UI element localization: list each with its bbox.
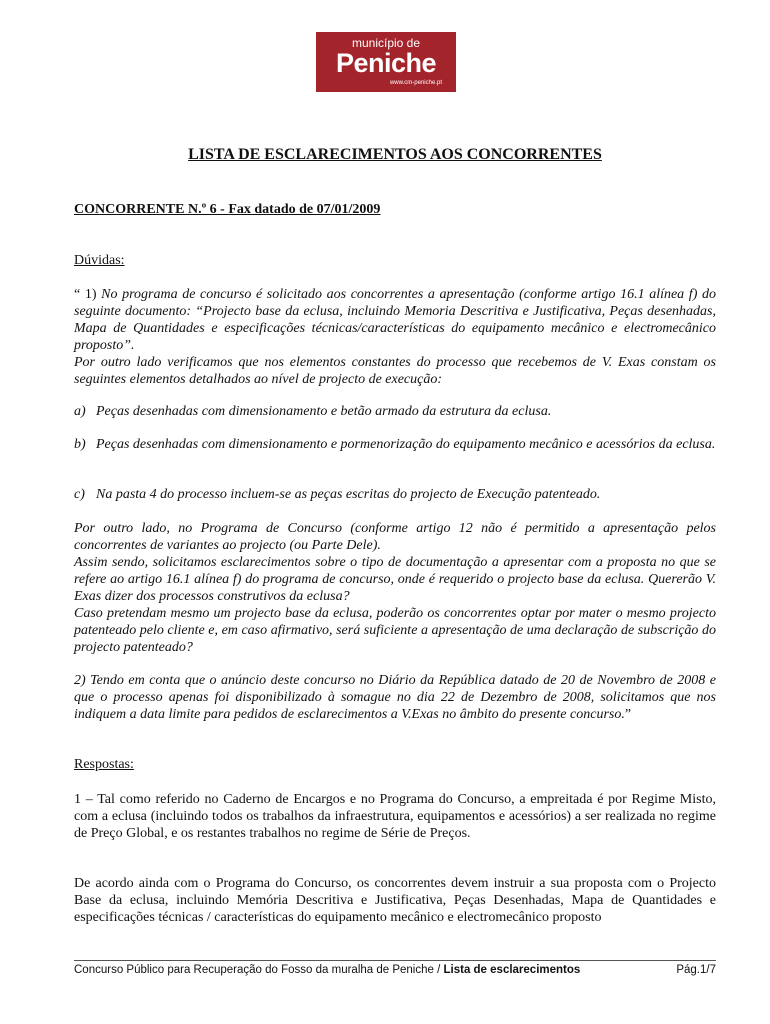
list-item [74, 403, 716, 420]
footer-left-text: Concurso Público para Recuperação do Fosso da muralha de Peniche / [74, 964, 444, 976]
answer-1-text: 1 – Tal como referido no Caderno de Encargos e no Programa do Concurso, a empreitada é por Regime Misto, com a eclusa (incluindo todos os trabalhos da infraestrutura, equipamentos e acessórios) a ser realizada no regime de Preço Global, e os restantes trabalhos no regime de Série de Preços. [74, 792, 716, 841]
footer-left-bold: Lista de esclarecimentos [443, 964, 581, 976]
q1-text-2: Por outro lado verificamos que nos elementos constantes do processo que recebemos de V. Exas constam os seguintes elementos detalhados ao nível de projecto de execução: [74, 355, 716, 387]
question-1-continued [74, 520, 716, 656]
question-2 [74, 672, 716, 723]
list-item-text: Peças desenhadas com dimensionamento e pormenorização do equipamento mecânico e acessórios da eclusa. [96, 437, 716, 452]
page-number: Pág.1/7 [676, 964, 716, 976]
answer-2 [74, 875, 716, 926]
logo-line-2: Peniche [335, 48, 437, 78]
footer-divider [74, 960, 716, 961]
answer-2-text: De acordo ainda com o Programa do Concurso, os concorrentes devem instruir a sua proposta com o Projecto Base da eclusa, incluindo Memória Descritiva e Justificativa, Peças Desenhadas, Mapa de Quantidades e especificações técnicas / características do equipamento mecânico e electromecânico proposto [74, 876, 716, 925]
list-item [74, 436, 716, 453]
duvidas-label: Dúvidas: [74, 253, 125, 268]
q1-para-4: Assim sendo, solicitamos esclarecimentos sobre o tipo de documentação a apresentar com a proposta no que se refere ao artigo 16.1 alínea f) do programa de concurso, onde é requerido o projecto base da eclusa. Quererão V. Exas dizer dos processos construtivos da eclusa? [74, 555, 716, 604]
heading-prefix: CONCORRENTE N.º 6 - Fax datado de [74, 202, 317, 217]
list-item-label: a) [74, 404, 86, 419]
q1-text: No programa de concurso é solicitado aos concorrentes a apresentação (conforme artigo 16.1 alínea f) do seguinte documento: “Projecto base da eclusa, incluindo Memoria Descritiva e Justificativa, Peças desenhadas, Mapa de Quantidades e especificações técnicas/características do equipamento mecânico e electromecânico proposto”. [74, 287, 716, 353]
q1-para-3: Por outro lado, no Programa de Concurso (conforme artigo 12 não é permitido a apresentação pelos concorrentes de variantes ao projecto (ou Parte Dele). [74, 521, 716, 553]
list-item-text: Peças desenhadas com dimensionamento e betão armado da estrutura da eclusa. [96, 404, 552, 419]
list-item-text: Na pasta 4 do processo incluem-se as peças escritas do projecto de Execução patenteado. [96, 487, 601, 502]
footer-left [74, 964, 580, 976]
list-item-label: c) [74, 487, 85, 502]
respostas-label: Respostas: [74, 757, 134, 772]
heading-date: 07/01/2009 [316, 202, 381, 217]
q1-para-5: Caso pretendam mesmo um projecto base da eclusa, poderão os concorrentes optar por mater o mesmo projecto patenteado pelo cliente e, em caso afirmativo, será suficiente a apresentação de uma declaração de subscrição do projecto patenteado? [74, 606, 716, 655]
list-item-label: b) [74, 437, 86, 452]
question-1 [74, 286, 716, 388]
document-body [74, 0, 716, 1024]
document-title: LISTA DE ESCLARECIMENTOS AOS CONCORRENTES [188, 146, 602, 163]
logo-line-1: município de [351, 36, 421, 50]
concorrente-heading [74, 202, 380, 218]
q1-intro: “ 1) [74, 287, 102, 302]
logo-url: www.cm-peniche.pt [389, 80, 442, 86]
list-item [74, 486, 716, 503]
answer-1 [74, 791, 716, 842]
page-footer [74, 964, 716, 976]
q2-close-quote: ” [624, 707, 632, 722]
q2-text: 2) Tendo em conta que o anúncio deste concurso no Diário da República datado de 20 de Novembro de 2008 e que o processo apenas foi disponibilizado à somague no dia 22 de Dezembro de 2008, solicitamos que nos indiquem a data limite para pedidos de esclarecimentos a V.Exas no âmbito do presente concurso. [74, 673, 716, 722]
